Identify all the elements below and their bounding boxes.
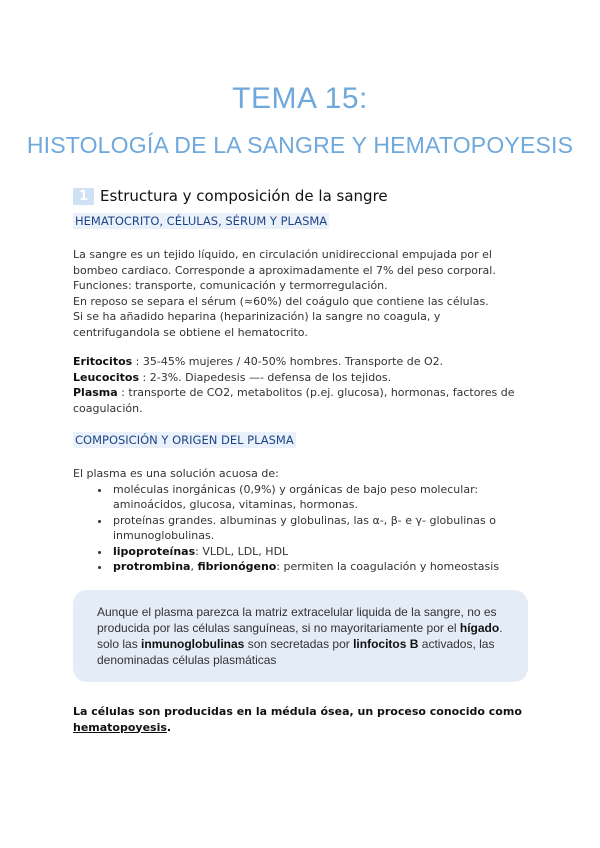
intro-line: La sangre es un tejido líquido, en circulación unidireccional empujada por el (73, 248, 492, 261)
component-term: Plasma (73, 386, 118, 399)
hematopoyesis-term: hematopoyesis (73, 720, 167, 734)
component-text: : 35-45% mujeres / 40-50% hombres. Transporte de O2. (132, 355, 444, 368)
subheading-plasma: COMPOSICIÓN Y ORIGEN DEL PLASMA (75, 433, 294, 447)
intro-line: En reposo se separa el sérum (≈60%) del coágulo que contiene las células. (73, 294, 489, 308)
intro-line: Si se ha añadido heparina (heparinización) la sangre no coagula, y (73, 310, 441, 323)
list-item: • protrombina, fibrionógeno: permiten la coagulación y homeostasis (111, 559, 533, 575)
components-paragraph (73, 354, 533, 416)
component-text: : 2-3%. Diapedesis —- defensa de los tejidos. (139, 370, 392, 384)
plasma-list (73, 482, 533, 575)
component-line (73, 385, 533, 416)
plasma-intro: El plasma es una solución acuosa de: (73, 467, 279, 480)
intro-line: bombeo cardiaco. Corresponde a aproximadamente el 7% del peso corporal. (73, 263, 496, 277)
intro-line: centrifugandola se obtiene el hematocrito. (73, 325, 308, 339)
component-term: Leucocitos (73, 370, 140, 384)
list-item: • lipoproteínas: VLDL, LDL, HDL (111, 544, 533, 560)
component-term: Eritocitos (73, 355, 133, 368)
page-subtitle: HISTOLOGÍA DE LA SANGRE Y HEMATOPOYESIS (26, 132, 574, 158)
subheading-hematocrito: HEMATOCRITO, CÉLULAS, SÉRUM Y PLASMA (75, 214, 328, 228)
intro-paragraph (73, 247, 533, 340)
closing-statement: La células son producidas en la médula ósea, un proceso conocido como hematopoyesis. (73, 705, 522, 734)
section-title: Estructura y composición de la sangre (100, 187, 388, 205)
section-number-badge: 1 (73, 188, 94, 205)
section-heading (73, 187, 388, 205)
component-line (73, 370, 533, 386)
component-text: : transporte de CO2, metabolitos (p.ej. glucosa), hormonas, factores de coagulación. (73, 386, 515, 415)
callout-box (73, 590, 528, 682)
page-title: TEMA 15: (232, 82, 368, 115)
plasma-paragraph (73, 466, 533, 575)
list-item: • moléculas inorgánicas (0,9%) y orgánicas de bajo peso molecular: aminoácidos, glucosa, vitaminas, hormonas. (111, 482, 533, 513)
list-item: • proteínas grandes. albuminas y globulinas, las α-, β- e γ- globulinas o inmunoglobulinas. (111, 513, 533, 544)
component-line (73, 354, 533, 370)
intro-line: Funciones: transporte, comunicación y termorregulación. (73, 279, 388, 292)
callout-text: Aunque el plasma parezca la matriz extracelular liquida de la sangre, no es producida por las células sanguíneas, si no mayoritariamente por el hígado. solo las inmunoglobulinas son secretadas por linfocitos B activados, las denominadas células plasmáticas (97, 605, 503, 667)
